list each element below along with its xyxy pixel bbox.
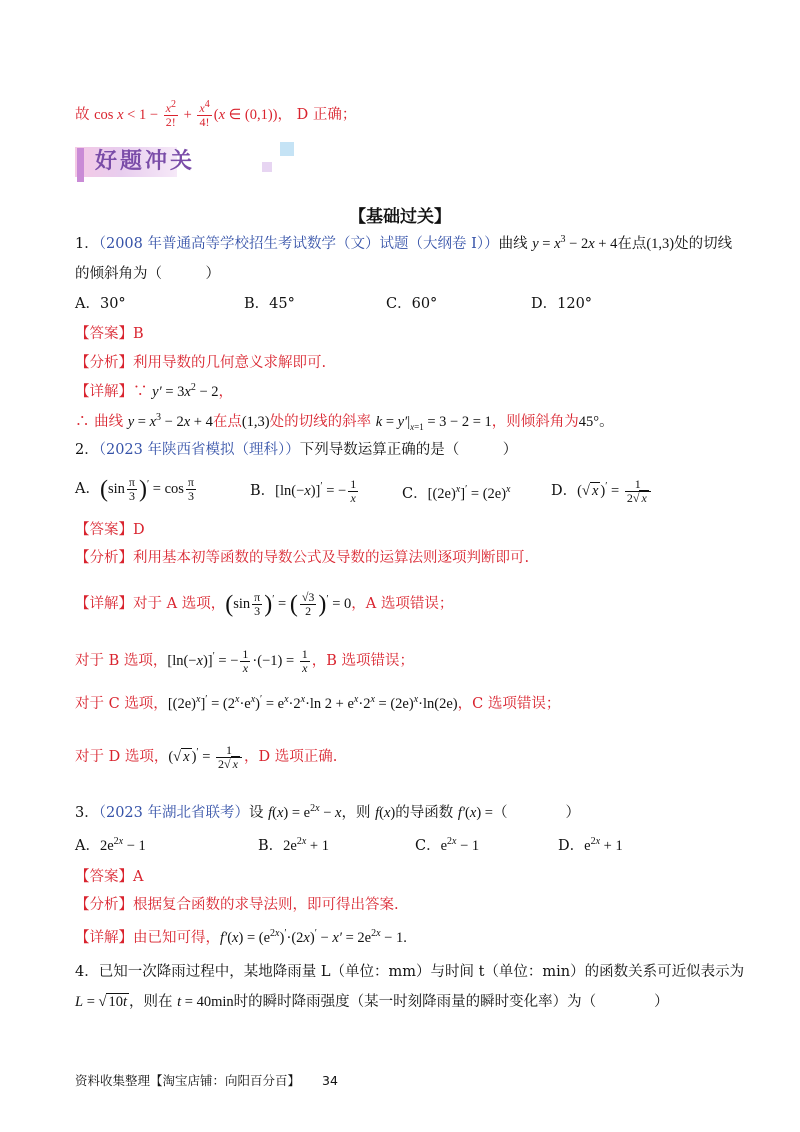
q1-analysis: 【分析】利用导数的几何意义求解即可. (75, 355, 327, 371)
q2-detail-d: 对于 D 选项，(√ x )′ = $\frac{1}{2√ x}$ ，D 选项正确. (75, 743, 338, 772)
q2-option-c: C．$[(2e)^x]' = (2e)^x$ (402, 484, 511, 502)
top-conclusion-line: 故 cos x < 1 − $\frac{x^2}{2!}$ + $\frac{x^4}{4!}$ (x ∈ (0,1))， D 正确； (75, 99, 357, 130)
q1-option-a: A．30° (75, 296, 126, 312)
q2-detail-a: 【详解】对于 A 选项，(sin $\frac{\pi}{3}$ )′ = ( $\frac{√3}{2}$ )′ = 0，A 选项错误； (75, 590, 454, 619)
q2-detail-c: 对于 C 选项，$[(2e)^x]' = (2^x\cdot e^x)' = e^x\cdot 2^x\cdot\ln$ $2 + e^x\cdot 2^x = (2e)^x\cdot\ln(2e)$，C 选项错误； (75, 694, 561, 712)
section-banner (75, 142, 275, 186)
q1-answer: 【答案】B (75, 326, 144, 342)
q3-stem: 3．（2023 年湖北省联考）设 $f(x) = e^{2x} - x$，则 f(x)的导函数 f′(x) =（ ） (75, 803, 580, 821)
q2-option-b: B．[ln(−x)]′ = − $\frac{1}{x}$ (250, 477, 357, 506)
text: 故 (75, 107, 90, 124)
q1-stem2: 的倾斜角为（ ） (75, 266, 220, 282)
footer-text: 资料收集整理【淘宝店铺：向阳百分百】 (75, 1073, 301, 1088)
q3-option-b: B．$2e^{2x} + 1$ (258, 836, 329, 854)
q2-source: （2023 年陕西省模拟（理科）） (98, 442, 300, 458)
q2-stem: 2．（2023 年陕西省模拟（理科））下列导数运算正确的是（ ） (75, 442, 518, 458)
q1-stem: 1．（2008 年普通高等学校招生考试数学（文）试题（大纲卷 Ⅰ））曲线 $y = x^3 - 2x + 4$在点(1,3)处的切线 (75, 234, 733, 252)
section-title: 【基础过关】 (349, 207, 451, 227)
math: $y = x^3 - 2x + 4$ (532, 234, 618, 252)
math: (1,3) (646, 236, 675, 252)
q3-source: （2023 年湖北省联考） (98, 805, 249, 821)
q2-analysis: 【分析】利用基本初等函数的导数公式及导数的运算法则逐项判断即可. (75, 550, 530, 566)
q4-stem2: L = √ 10t ，则在 t = 40min时的瞬时降雨强度（某一时刻降雨量的瞬时变化率）为（ ） (75, 994, 669, 1010)
banner-bar (77, 148, 84, 182)
q1-option-d: D．120° (531, 296, 593, 312)
math: $y = x^3 - 2x + 4$ (127, 412, 213, 430)
q1-option-b: B．45° (244, 296, 295, 312)
banner-title: 好题冲关 (95, 149, 196, 174)
q1-detail: 【详解】∵ $y' = 3x^2 - 2$， (75, 382, 234, 400)
page-footer (75, 1071, 338, 1089)
q1-option-c: C．60° (386, 296, 438, 312)
q3-option-a: A．$2e^{2x} - 1$ (75, 836, 146, 854)
q3-option-c: C．$e^{2x} - 1$ (415, 836, 480, 854)
math: $y' = 3x^2 - 2$ (152, 382, 219, 400)
math: L = √ 10t (75, 994, 127, 1010)
math: $f(x) = e^{2x} - x$ (268, 803, 342, 821)
banner-square-decoration-small (262, 162, 272, 172)
math: $k = y'|_{x=1} = 3 - 2 = 1$ (375, 414, 492, 432)
q4-stem1: 4．已知一次降雨过程中，某地降雨量 L（单位：mm）与时间 t（单位：min）的函数关系可近似表示为 (75, 964, 745, 980)
q3-analysis: 【分析】根据复合函数的求导法则，即可得出答案. (75, 897, 399, 913)
q1-detail2: ∴ 曲线 $y = x^3 - 2x + 4$在点(1,3)处的切线的斜率 $k = y'|_{x=1} = 3 - 2 = 1$，则倾斜角为45°。 (75, 412, 614, 432)
q3-detail: 【详解】由已知可得，$f'(x) = (e^{2x})'\cdot(2x)' - x' = 2e^{2x} - 1$. (75, 928, 407, 946)
banner-square-decoration (280, 142, 294, 156)
q2-option-d: D．(√ x )′ = $\frac{1}{2√ x}$ (551, 478, 653, 505)
q2-answer: 【答案】D (75, 522, 145, 538)
page-number: 34 (322, 1073, 338, 1088)
q3-answer: 【答案】A (75, 869, 144, 885)
q3-option-d: D．$e^{2x} + 1$ (558, 836, 623, 854)
q2-detail-b: 对于 B 选项，[ln(−x)]′ = − $\frac{1}{x}$ ·(−1) = $\frac{1}{x}$ ，B 选项错误； (75, 647, 415, 676)
math-inequality: cos x < 1 − $\frac{x^2}{2!}$ + $\frac{x^4}{4!}$ (x ∈ (0,1)) (94, 99, 278, 130)
q2-option-a: A．(sin $\frac{\pi}{3}$ )′ = cos $\frac{\pi}{3}$ (75, 475, 194, 504)
q1-source: （2008 年普通高等学校招生考试数学（文）试题（大纲卷 Ⅰ）） (98, 236, 499, 252)
